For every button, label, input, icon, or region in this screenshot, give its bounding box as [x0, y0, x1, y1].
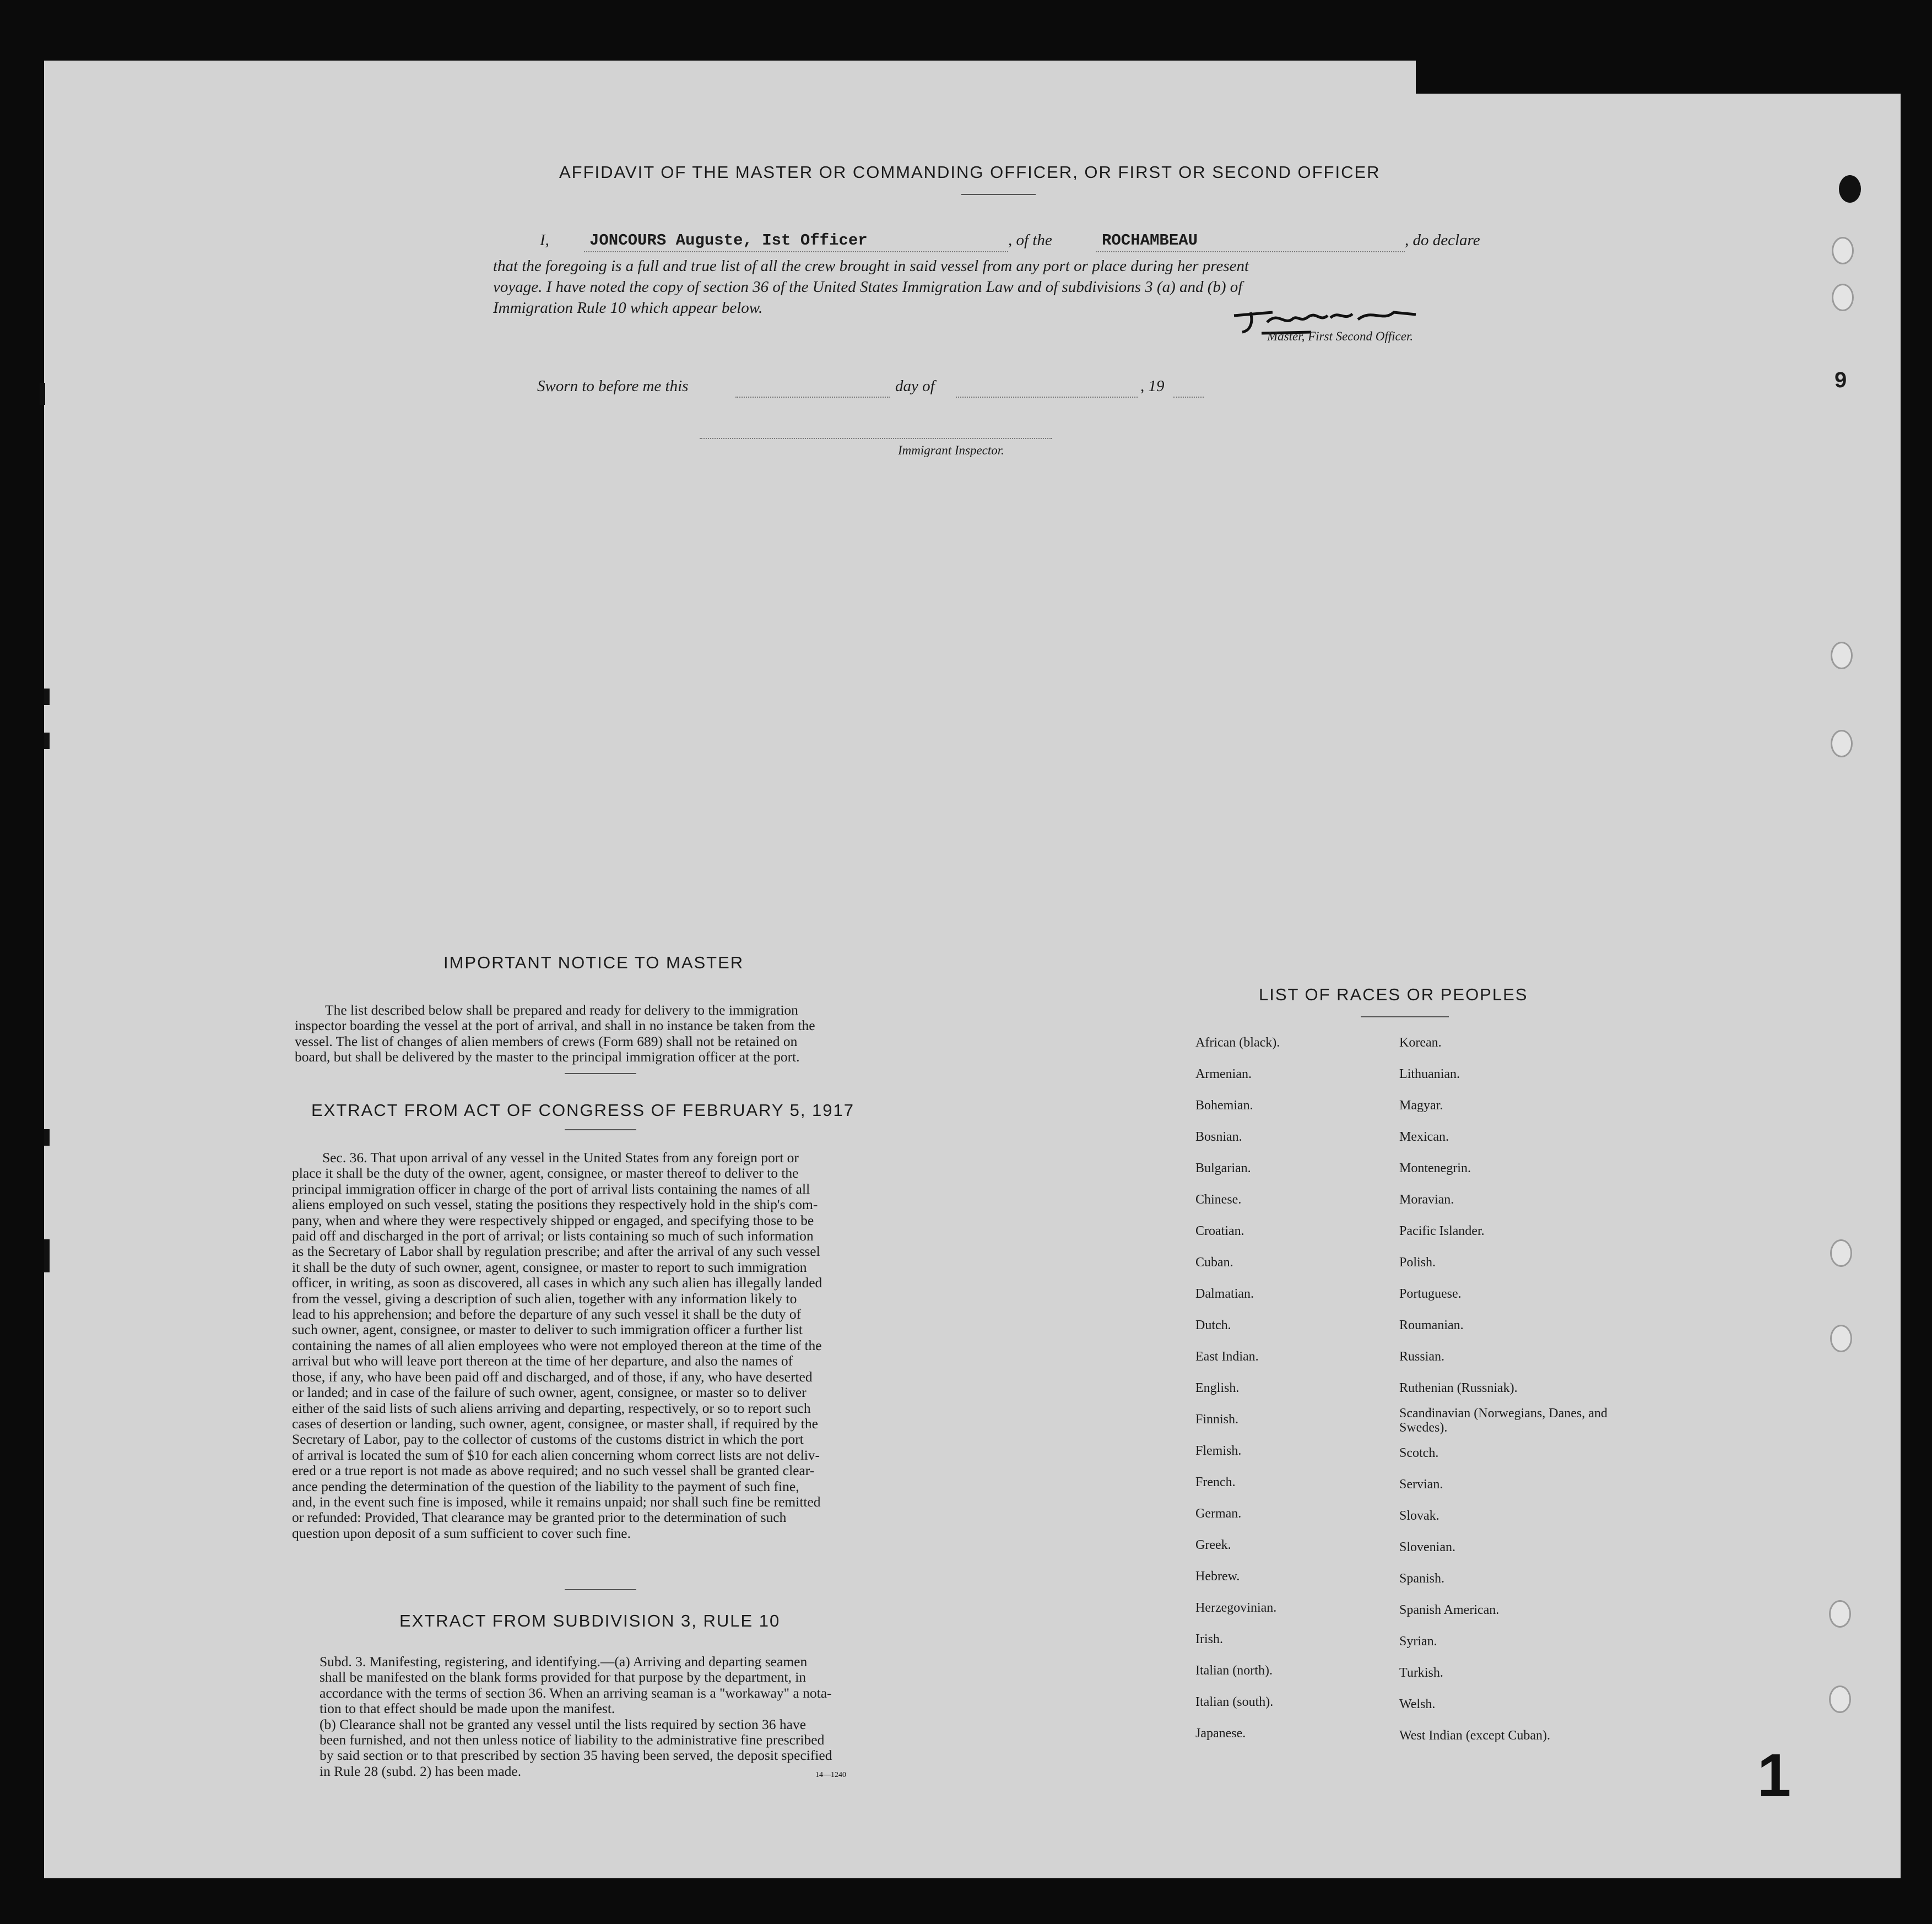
statement-line-1: that the foregoing is a full and true list of all the crew brought in said vessel from any port or place during her present [493, 257, 1249, 275]
race-item: Turkish. [1399, 1666, 1443, 1680]
punch-hole [1831, 642, 1853, 669]
punch-hole [1829, 1600, 1851, 1628]
race-item: French. [1195, 1475, 1236, 1489]
act-extract-title: EXTRACT FROM ACT OF CONGRESS OF FEBRUARY 5, 1917 [311, 1101, 855, 1120]
act-extract-body [292, 1150, 912, 1541]
race-item: Korean. [1399, 1036, 1442, 1050]
of-the-label: , of the [1008, 231, 1052, 249]
act-line: Secretary of Labor, pay to the collector of customs of the customs district in which the port [292, 1431, 804, 1448]
binder-mark [44, 1129, 50, 1146]
act-line: pany, when and where they were respectively shipped or engaged, and specifying those to be [292, 1212, 814, 1228]
race-item: Scandinavian (Norwegians, Danes, and Swedes). [1399, 1406, 1608, 1435]
statement-line-3: Immigration Rule 10 which appear below. [493, 299, 763, 317]
race-item: Polish. [1399, 1255, 1436, 1270]
bleed-through-row [165, 523, 1708, 540]
race-item: Dalmatian. [1195, 1287, 1254, 1301]
races-title-underline [1361, 1016, 1449, 1017]
race-item: Japanese. [1195, 1726, 1246, 1741]
race-item: Greek. [1195, 1538, 1231, 1552]
act-title-underline [565, 1129, 636, 1130]
races-left-column [1195, 1027, 1361, 1749]
race-item: Irish. [1195, 1632, 1223, 1646]
binder-mark [44, 733, 50, 749]
race-item: West Indian (except Cuban). [1399, 1728, 1550, 1743]
act-line: Sec. 36. That upon arrival of any vessel in the United States from any foreign port or [322, 1150, 799, 1166]
title-underline [961, 194, 1036, 195]
punch-hole [1831, 730, 1853, 757]
race-item: Italian (north). [1195, 1663, 1273, 1678]
act-line: it shall be the duty of such owner, agent, consignee, or master to report to such immigration [292, 1259, 807, 1275]
race-item: Dutch. [1195, 1318, 1231, 1332]
binder-mark [40, 383, 45, 405]
notice-line: vessel. The list of changes of alien members of crews (Form 689) shall not be retained on [295, 1033, 798, 1049]
races-title: LIST OF RACES OR PEOPLES [1259, 985, 1528, 1004]
act-line: containing the names of all alien employees who were not employed thereon at the time of the [292, 1337, 822, 1353]
rule-line: by said section or to that prescribed by section 35 having been served, the deposit specified [320, 1747, 832, 1764]
corner-handwritten-mark: 1 [1757, 1742, 1792, 1809]
race-item: Bosnian. [1195, 1130, 1242, 1144]
act-line: aliens employed on such vessel, stating the positions they respectively hold in the ship's com- [292, 1196, 818, 1213]
act-line: either of the said lists of such aliens arriving and departing, respectively, or so to report such [292, 1400, 811, 1416]
race-item: Bohemian. [1195, 1098, 1253, 1113]
act-line: ance pending the determination of the question of the liability to the payment of such fine, [292, 1478, 799, 1494]
form-number: 14—1240 [815, 1771, 846, 1779]
sheet-tab-edge [1416, 61, 1901, 94]
do-declare-label: , do declare [1405, 231, 1480, 249]
intro-pronoun: I, [540, 231, 549, 249]
vessel-name-line [1096, 251, 1405, 252]
punch-hole [1829, 1685, 1851, 1713]
race-item: Cuban. [1195, 1255, 1233, 1270]
race-item: Italian (south). [1195, 1695, 1274, 1709]
affidavit-title: AFFIDAVIT OF THE MASTER OR COMMANDING OFFICER, OR FIRST OR SECOND OFFICER [559, 162, 1381, 182]
rule-line: tion to that effect should be made upon the manifest. [320, 1700, 615, 1717]
officer-name-line [584, 251, 1008, 252]
vessel-name: ROCHAMBEAU [1102, 231, 1198, 250]
binder-mark [44, 1239, 50, 1272]
bleed-through-row [165, 479, 1708, 496]
notice-body [295, 1002, 914, 1065]
act-line: ered or a true report is not made as above required; and no such vessel shall be granted clear- [292, 1462, 815, 1479]
day-of-label: day of [895, 377, 935, 395]
race-item: East Indian. [1195, 1349, 1259, 1364]
race-item: Armenian. [1195, 1067, 1252, 1081]
rule-line: shall be manifested on the blank forms provided for that purpose by the department, in [320, 1669, 807, 1685]
race-item: African (black). [1195, 1036, 1280, 1050]
inspector-label: Immigrant Inspector. [898, 443, 1004, 457]
punch-hole [1832, 284, 1854, 311]
sworn-year-line [1173, 397, 1204, 398]
rule-extract-body [320, 1654, 912, 1779]
act-line: place it shall be the duty of the owner, agent, consignee, or master thereof to deliver to the [292, 1165, 799, 1182]
race-item: Welsh. [1399, 1697, 1436, 1711]
punch-hole [1830, 1239, 1852, 1267]
rule-line: Subd. 3. Manifesting, registering, and identifying.—(a) Arriving and departing seamen [320, 1654, 808, 1670]
act-line: of arrival is located the sum of $10 for each alien concerning whom correct lists are not deliv- [292, 1446, 820, 1463]
punch-hole [1830, 1325, 1852, 1352]
rule-line: been furnished, and not then unless notice of liability to the administrative fine prescribed [320, 1732, 825, 1748]
act-line: as the Secretary of Labor shall by regulation prescribe; and after the arrival of any such vessel [292, 1243, 820, 1260]
act-divider [565, 1589, 636, 1590]
sworn-day-line [735, 397, 890, 398]
race-item: Magyar. [1399, 1098, 1443, 1113]
act-line: such owner, agent, consignee, or master to deliver to such immigration officer a further list [292, 1321, 803, 1338]
race-item: Pacific Islander. [1399, 1224, 1485, 1238]
race-item: Spanish American. [1399, 1603, 1500, 1617]
notice-line: inspector boarding the vessel at the port of arrival, and shall in no instance be taken from the [295, 1017, 815, 1034]
act-line: or landed; and in case of the failure of such owner, agent, consignee, or master so to deliver [292, 1384, 807, 1401]
notice-line: The list described below shall be prepared and ready for delivery to the immigration [325, 1002, 798, 1018]
inspector-signature-line [700, 438, 1052, 439]
race-item: Ruthenian (Russniak). [1399, 1381, 1518, 1395]
race-item: Chinese. [1195, 1193, 1242, 1207]
bleed-through-row [165, 567, 1708, 584]
race-item: Scotch. [1399, 1446, 1439, 1460]
rule-line: accordance with the terms of section 36. When an arriving seaman is a "workaway" a nota- [320, 1684, 832, 1701]
race-item: Flemish. [1195, 1444, 1242, 1458]
rule-line: in Rule 28 (subd. 2) has been made. [320, 1763, 522, 1779]
punch-hole [1839, 175, 1861, 203]
race-item: Lithuanian. [1399, 1067, 1460, 1081]
act-line: paid off and discharged in the port of arrival; or lists containing so much of such information [292, 1228, 814, 1244]
race-item: Servian. [1399, 1477, 1443, 1492]
race-item: Slovak. [1399, 1509, 1439, 1523]
act-line: question upon deposit of a sum sufficient to cover such fine. [292, 1525, 631, 1541]
notice-title: IMPORTANT NOTICE TO MASTER [443, 953, 744, 972]
race-item: English. [1195, 1381, 1240, 1395]
sworn-label: Sworn to before me this [537, 377, 689, 395]
year-prefix: , 19 [1140, 377, 1165, 395]
race-item: Mexican. [1399, 1130, 1449, 1144]
race-item: Finnish. [1195, 1412, 1239, 1427]
binder-mark [44, 689, 50, 705]
officer-name: JONCOURS Auguste, Ist Officer [589, 231, 868, 250]
act-line: principal immigration officer in charge of the port of arrival lists containing the names of all [292, 1180, 810, 1197]
act-line: arrival but who will leave port thereon at the time of her departure, and also the names of [292, 1353, 793, 1369]
statement-line-2: voyage. I have noted the copy of section 36 of the United States Immigration Law and of subdivisions 3 (a) and (b) of [493, 278, 1243, 296]
race-item: Spanish. [1399, 1571, 1445, 1586]
race-item: Bulgarian. [1195, 1161, 1251, 1175]
races-right-column [1399, 1027, 1631, 1752]
punch-hole [1832, 237, 1854, 264]
race-item: Hebrew. [1195, 1569, 1240, 1584]
page-number: 9 [1834, 368, 1847, 392]
race-item: Herzegovinian. [1195, 1601, 1277, 1615]
notice-divider [565, 1073, 636, 1074]
race-item: Syrian. [1399, 1634, 1437, 1649]
sworn-month-line [956, 397, 1138, 398]
race-item: Montenegrin. [1399, 1161, 1471, 1175]
race-item: Slovenian. [1399, 1540, 1455, 1554]
act-line: those, if any, who have been paid off and discharged, and of those, if any, who have deserted [292, 1368, 813, 1385]
notice-line: board, but shall be delivered by the master to the principal immigration officer at the port. [295, 1049, 800, 1065]
race-item: Russian. [1399, 1349, 1445, 1364]
act-line: or refunded: Provided, That clearance may be granted prior to the determination of such [292, 1509, 787, 1526]
race-item: Roumanian. [1399, 1318, 1464, 1332]
act-line: lead to his apprehension; and before the departure of any such vessel it shall be the duty of [292, 1306, 802, 1323]
act-line: cases of desertion or landing, such owner, agent, consignee, or master shall, if required by the [292, 1415, 818, 1432]
race-item: Croatian. [1195, 1224, 1244, 1238]
race-item: German. [1195, 1506, 1242, 1521]
rule-extract-title: EXTRACT FROM SUBDIVISION 3, RULE 10 [399, 1611, 781, 1630]
signature-caption: Master, First Second Officer. [1267, 329, 1414, 343]
act-line: officer, in writing, as soon as discovered, all cases in which any such alien has illegally landed [292, 1275, 822, 1291]
race-item: Moravian. [1399, 1193, 1454, 1207]
rule-line: (b) Clearance shall not be granted any vessel until the lists required by section 36 have [320, 1716, 807, 1732]
act-line: from the vessel, giving a description of such alien, together with any information likely to [292, 1290, 797, 1307]
race-item: Portuguese. [1399, 1287, 1462, 1301]
act-line: and, in the event such fine is imposed, while it remains unpaid; nor shall such fine be remitted [292, 1493, 821, 1510]
